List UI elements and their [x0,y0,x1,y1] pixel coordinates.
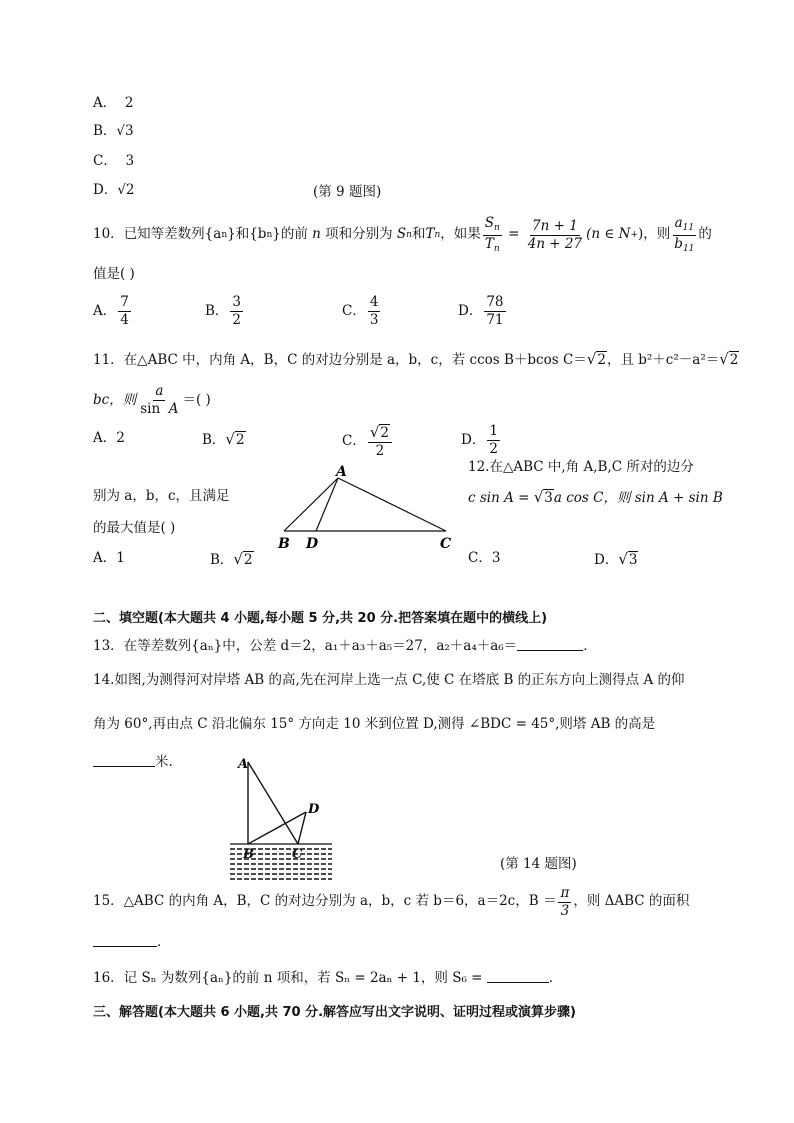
q10-option-c: C． $\frac{4}{3}$ [342,294,379,328]
section-2-title: 二、填空题(本大题共 4 小题,每小题 5 分,共 20 分.把答案填在题中的横线上) [93,611,548,626]
q12-stem-line3: 的最大值是( ) [93,520,176,536]
q14-label-b: B [243,847,254,862]
q14-stem-line3: 米. [93,754,173,770]
q12-label-d: D [306,536,319,552]
q9-option-c: C． 3 [93,153,135,169]
q14-stem-line2: 角为 60°,再由点 C 沿北偏东 15° 方向走 10 米到位置 D,测得 ∠BDC = 45°,则塔 AB 的高是 [93,716,656,732]
q14-line-ac [248,762,298,844]
q11-option-d: D． $\frac{1}{2}$ [461,423,498,457]
section-3-title: 三、解答题(本大题共 6 小题,共 70 分.解答应写出文字说明、证明过程或演算步骤) [93,1005,576,1020]
q10-stem-line2: 值是( ) [93,266,135,282]
q11-stem-line1: 11．在△ABC 中，内角 A，B，C 的对边分别是 a，b，c，若 ccos B＋bcos C＝√2，且 b²＋c²－a²＝√2 [93,350,739,368]
q12-triangle-figure [276,462,460,552]
q10-option-b: B． $\frac{3}{2}$ [205,294,242,328]
q14-figure-caption: (第 14 题图) [500,856,577,872]
q14-label-d: D [308,802,320,817]
q12-option-b: B．√2 [210,550,253,568]
q9-figure-caption: (第 9 题图) [313,184,382,200]
q11-stem-line2: bc，则 $\frac{a}{\text{sin A}}$ ＝( ) [93,383,211,417]
q12-side-ac [338,478,446,531]
q9-option-d: D．√2 [93,182,135,198]
q12-label-b: B [278,536,290,552]
q14-label-a: A [238,757,249,772]
q10-option-a: A． $\frac{7}{4}$ [93,294,129,328]
q10-stem: 10． 已知等差数列{a n }和{b n }的前 n 项和分别为 S n 和 T n ，如果 $\frac{S_n}{T_n}$ = $\frac{7n + 1}{4n + 27}$ (n ∈ N + ) ，则 $\frac{a_{11}}{b_{11}}$ 的 [93,214,712,254]
q14-line-cd [298,812,306,844]
q12-label-a: A [336,464,347,480]
q15-stem: 15．△ABC 的内角 A，B，C 的对边分别为 a，b，c 若 b＝6，a＝2c，B ＝ $\frac{\pi}{3}$ ，则 ΔABC 的面积 [93,884,690,919]
q12-stem-line2a: 别为 a，b，c，且满足 [93,488,230,504]
q11-option-b: B．√2 [202,430,245,448]
q9-option-b: B．√3 [93,123,134,139]
q12-stem-line2b: c sin A = √3a cos C，则 sin A + sin B [468,488,723,506]
q14-line-bd [248,812,306,844]
q11-option-a: A．2 [93,430,125,446]
q10-option-d: D． $\frac{78}{71}$ [458,294,504,328]
q15-answer-blank: ． [93,934,171,950]
q9-option-a: A． 2 [93,95,134,111]
q12-option-d: D．√3 [594,550,638,568]
q12-option-c: C．3 [468,550,501,566]
q12-segment-ad [316,478,338,531]
q12-option-a: A．1 [93,550,125,566]
q14-tower-figure [228,752,340,882]
q14-label-c: C [292,847,303,862]
q12-stem-line1: 12.在△ABC 中,角 A,B,C 所对的边分 [468,459,694,475]
q11-option-c: C． $\frac{√2}{2}$ [342,424,394,459]
q16-stem: 16．记 Sₙ 为数列{aₙ}的前 n 项和，若 Sₙ = 2aₙ + 1，则 S₆ = ． [93,970,563,986]
q14-stem-line1: 14.如图,为测得河对岸塔 AB 的高,先在河岸上选一点 C,使 C 在塔底 B 的正东方向上测得点 A 的仰 [93,672,685,688]
q12-side-ab [284,478,338,531]
q12-label-c: C [440,536,452,552]
q13-stem: 13．在等差数列{aₙ}中，公差 d＝2，a₁＋a₃＋a₅＝27，a₂＋a₄＋a₆＝ ． [93,638,597,654]
